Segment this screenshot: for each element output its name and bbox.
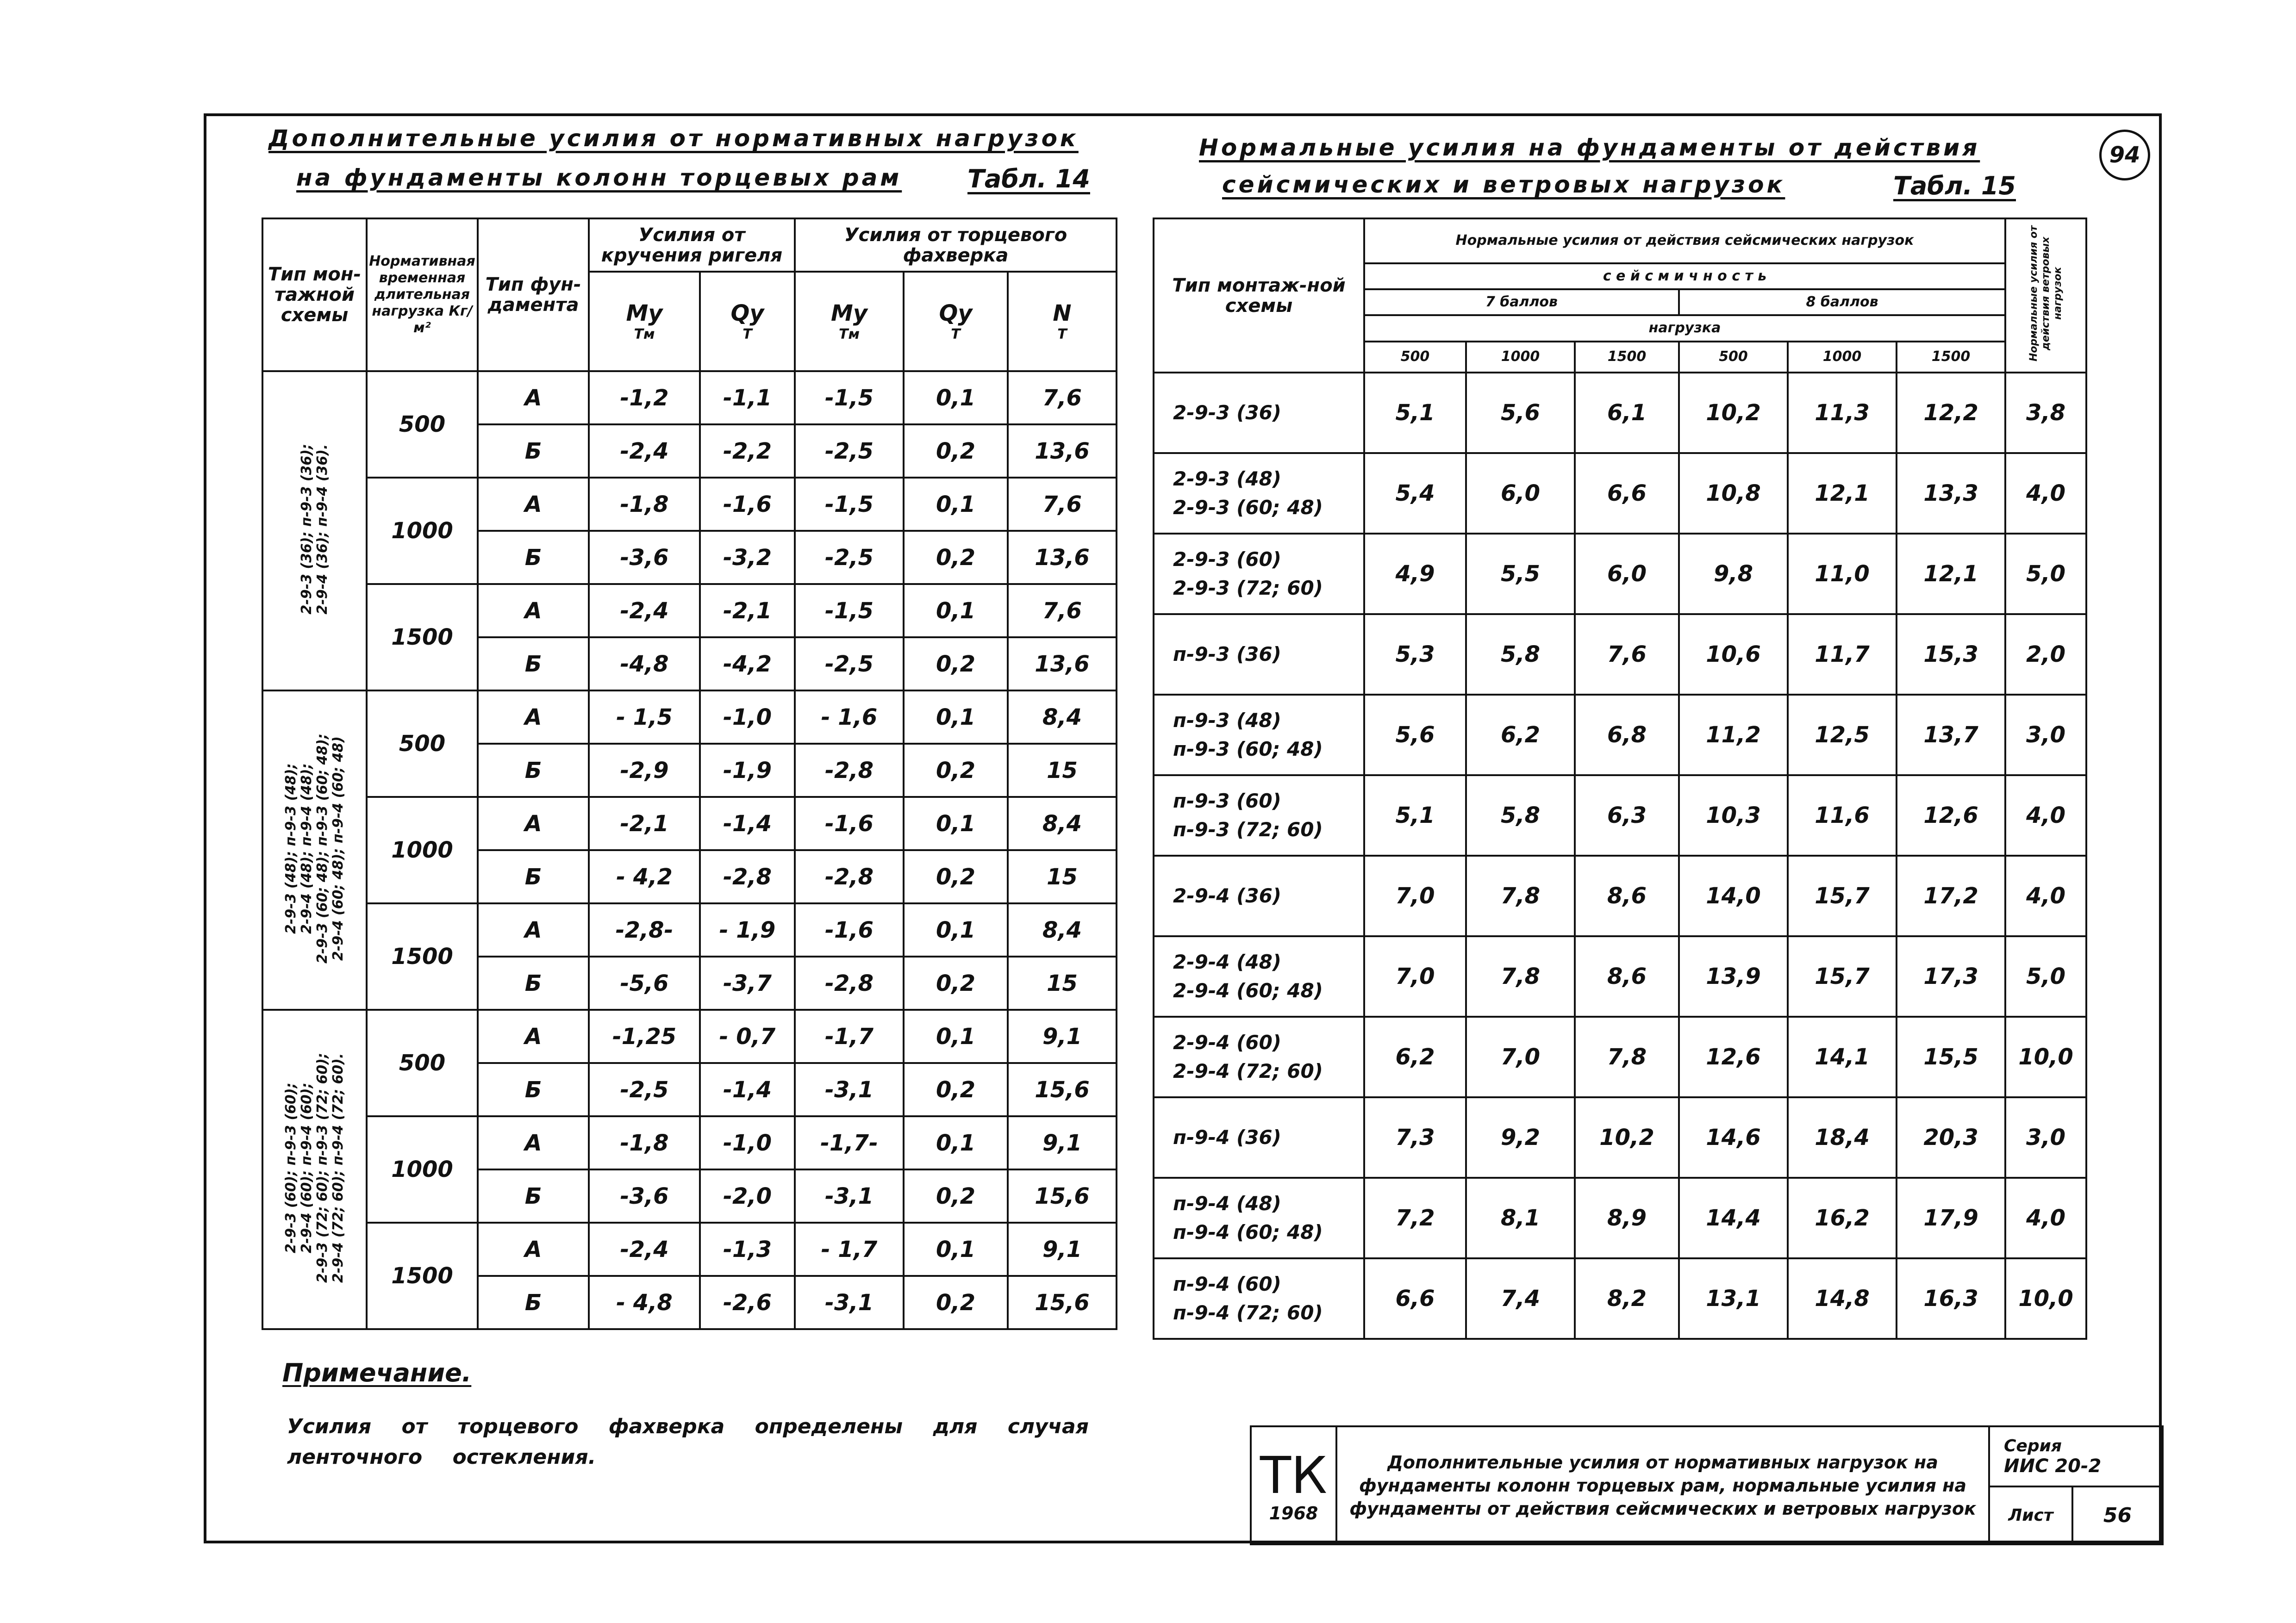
- t14-found-type: Б: [478, 1276, 589, 1329]
- t15-value: 4,9: [1364, 534, 1466, 614]
- t15-value: 6,0: [1466, 453, 1575, 534]
- t14-value: 0,2: [904, 637, 1008, 690]
- t14-value: -4,2: [700, 637, 795, 690]
- t14-value: -1,5: [795, 584, 904, 637]
- t14-value: 15: [1008, 850, 1117, 903]
- stamp-sheet-label: Лист: [1989, 1486, 2072, 1544]
- table14-title-line2: на фундаменты колонн торцевых рам: [296, 164, 902, 191]
- t14-found-type: Б: [478, 957, 589, 1010]
- t14-value: 8,4: [1008, 903, 1117, 957]
- t14-value: -2,6: [700, 1276, 795, 1329]
- t15-value: 7,2: [1364, 1178, 1466, 1258]
- t15-value: 10,0: [2005, 1017, 2086, 1097]
- t14-value: 0,1: [904, 371, 1008, 424]
- t14-value: -2,8: [795, 850, 904, 903]
- t15-value: 15,7: [1788, 936, 1897, 1017]
- t14-found-type: А: [478, 584, 589, 637]
- t14-value: -1,2: [589, 371, 700, 424]
- t15-value: 7,8: [1466, 856, 1575, 936]
- t15-head-wind: Нормальные усилия от действия ветровых нагрузок: [2028, 225, 2064, 361]
- t14-head-my: [589, 272, 700, 371]
- t14-value: - 1,5: [589, 690, 700, 744]
- t15-value: 10,6: [1679, 614, 1788, 695]
- t14-value: -2,0: [700, 1169, 795, 1223]
- t15-value: 12,6: [1897, 775, 2005, 856]
- t14-qy-unit: Т: [742, 326, 752, 342]
- stamp-tk: ТК: [1260, 1445, 1328, 1505]
- t14-value: - 4,2: [589, 850, 700, 903]
- t15-value: 7,3: [1364, 1097, 1466, 1178]
- t14-value: -2,8: [700, 850, 795, 903]
- t14-value: 0,2: [904, 957, 1008, 1010]
- t14-value: 0,2: [904, 424, 1008, 478]
- t14-value: 8,4: [1008, 690, 1117, 744]
- t15-col-load: 1500: [1897, 342, 2005, 373]
- t15-value: 14,8: [1788, 1258, 1897, 1339]
- t14-found-type: Б: [478, 744, 589, 797]
- note-text: Усилия от торцевого фахверка определены для случая ленточного остекления.: [287, 1415, 1089, 1469]
- t15-value: 10,0: [2005, 1258, 2086, 1339]
- t15-value: 5,1: [1364, 775, 1466, 856]
- stamp-year: 1968: [1269, 1503, 1318, 1524]
- t14-found-type: Б: [478, 424, 589, 478]
- t15-value: 15,3: [1897, 614, 2005, 695]
- t15-value: 7,0: [1364, 856, 1466, 936]
- stamp-tk-cell: [1251, 1426, 1336, 1544]
- t14-value: -1,6: [795, 903, 904, 957]
- t15-value: 7,8: [1466, 936, 1575, 1017]
- t14-found-type: Б: [478, 637, 589, 690]
- t14-value: -1,0: [700, 690, 795, 744]
- t15-value: 6,0: [1575, 534, 1679, 614]
- stamp-sheet: 56: [2072, 1486, 2163, 1544]
- t14-value: -1,1: [700, 371, 795, 424]
- t14-value: 9,1: [1008, 1116, 1117, 1169]
- t14-value: 0,1: [904, 903, 1008, 957]
- t15-col-load: 1500: [1575, 342, 1679, 373]
- t14-value: 0,1: [904, 690, 1008, 744]
- t15-value: 12,6: [1679, 1017, 1788, 1097]
- t15-row: [1154, 1017, 2086, 1097]
- t14-row: [262, 371, 1117, 424]
- t14-value: 9,1: [1008, 1010, 1117, 1063]
- t15-value: 11,3: [1788, 373, 1897, 453]
- t15-value: 2,0: [2005, 614, 2086, 695]
- t15-value: 11,7: [1788, 614, 1897, 695]
- t15-value: 14,4: [1679, 1178, 1788, 1258]
- t14-value: 13,6: [1008, 637, 1117, 690]
- t14-value: 13,6: [1008, 531, 1117, 584]
- t14-value: 0,2: [904, 744, 1008, 797]
- table14: [262, 218, 1117, 1330]
- t15-scheme: 2-9-3 (48) 2-9-3 (60; 48): [1154, 453, 1364, 534]
- t14-load: 500: [367, 1010, 478, 1116]
- t14-load: 1000: [367, 797, 478, 903]
- t14-head-crossbar: Усилия от кручения ригеля: [589, 218, 795, 272]
- t14-value: -1,0: [700, 1116, 795, 1169]
- sheet-number: 94: [2099, 130, 2150, 180]
- t14-value: -2,8: [795, 957, 904, 1010]
- t14-value: 15,6: [1008, 1063, 1117, 1116]
- t15-row: [1154, 1258, 2086, 1339]
- t15-value: 4,0: [2005, 1178, 2086, 1258]
- t15-value: 14,1: [1788, 1017, 1897, 1097]
- table14-label: Табл. 14: [967, 164, 1090, 193]
- t15-head-seismic: Нормальные усилия от действия сейсмических нагрузок: [1364, 218, 2005, 263]
- t15-value: 20,3: [1897, 1097, 2005, 1178]
- t14-found-type: А: [478, 1223, 589, 1276]
- t14-load: 1500: [367, 584, 478, 690]
- t14-value: -1,5: [795, 478, 904, 531]
- t15-col-load: 1000: [1466, 342, 1575, 373]
- t14-value: -1,5: [795, 371, 904, 424]
- t15-head-8b: 8 баллов: [1679, 289, 2005, 315]
- t14-value: -2,5: [795, 637, 904, 690]
- table15-label: Табл. 15: [1893, 171, 2016, 200]
- t14-value: -3,6: [589, 1169, 700, 1223]
- t15-scheme: п-9-3 (60) п-9-3 (72; 60): [1154, 775, 1364, 856]
- t15-value: 8,1: [1466, 1178, 1575, 1258]
- t15-value: 6,8: [1575, 695, 1679, 775]
- t14-qy2-unit: Т: [951, 326, 961, 342]
- t15-value: 10,2: [1679, 373, 1788, 453]
- table14-title-line1: Дополнительные усилия от нормативных нагрузок: [268, 125, 1079, 152]
- t14-value: 15,6: [1008, 1169, 1117, 1223]
- t14-row: [262, 797, 1117, 850]
- t15-value: 13,3: [1897, 453, 2005, 534]
- t15-value: 4,0: [2005, 856, 2086, 936]
- t14-value: 7,6: [1008, 371, 1117, 424]
- t14-value: - 1,9: [700, 903, 795, 957]
- t15-row: [1154, 856, 2086, 936]
- t15-scheme: 2-9-4 (60) 2-9-4 (72; 60): [1154, 1017, 1364, 1097]
- t14-value: -1,6: [795, 797, 904, 850]
- t14-scheme-cell: [262, 371, 367, 690]
- t14-head-qy: [700, 272, 795, 371]
- t14-value: 0,1: [904, 1116, 1008, 1169]
- t14-found-type: А: [478, 1010, 589, 1063]
- t14-scheme: 2-9-3 (48); п-9-3 (48); 2-9-4 (48); п-9-4 (48); 2-9-3 (60; 48); п-9-3 (60; 48); 2-9-4 (60; 48); п-9-4 (60; 48): [282, 733, 346, 964]
- t15-scheme: 2-9-4 (48) 2-9-4 (60; 48): [1154, 936, 1364, 1017]
- t15-value: 7,8: [1575, 1017, 1679, 1097]
- t15-value: 17,2: [1897, 856, 2005, 936]
- t14-value: -2,8-: [589, 903, 700, 957]
- t14-found-type: А: [478, 690, 589, 744]
- t15-value: 5,0: [2005, 936, 2086, 1017]
- t14-value: - 0,7: [700, 1010, 795, 1063]
- t14-my2-symbol: My: [830, 300, 868, 326]
- t14-value: -1,6: [700, 478, 795, 531]
- t14-value: -4,8: [589, 637, 700, 690]
- t14-value: 0,2: [904, 1276, 1008, 1329]
- t15-value: 11,2: [1679, 695, 1788, 775]
- t14-found-type: Б: [478, 1063, 589, 1116]
- t14-value: -2,5: [795, 531, 904, 584]
- t14-value: 9,1: [1008, 1223, 1117, 1276]
- t15-value: 12,1: [1788, 453, 1897, 534]
- table15-title-line1: Нормальные усилия на фундаменты от действия: [1199, 134, 1980, 161]
- t14-row: [262, 1010, 1117, 1063]
- t14-value: 13,6: [1008, 424, 1117, 478]
- t14-value: -2,4: [589, 424, 700, 478]
- t15-value: 6,1: [1575, 373, 1679, 453]
- t15-scheme: 2-9-3 (36): [1154, 373, 1364, 453]
- t14-value: -1,7: [795, 1010, 904, 1063]
- t14-my-unit: Тм: [634, 326, 655, 342]
- t14-load: 1500: [367, 903, 478, 1010]
- t14-my-symbol: My: [626, 300, 663, 326]
- t15-row: [1154, 373, 2086, 453]
- t15-head-seismicity: с е й с м и ч н о с т ь: [1364, 263, 2005, 289]
- t14-n-symbol: N: [1053, 300, 1072, 326]
- t15-head-wind-cell: [2005, 218, 2086, 373]
- t14-value: -1,8: [589, 1116, 700, 1169]
- t14-scheme: 2-9-3 (60); п-9-3 (60); 2-9-4 (60); п-9-4 (60); 2-9-3 (72; 60); п-9-3 (72; 60); 2-9-4 (72; 60); п-9-4 (72; 60).: [282, 1052, 346, 1283]
- t15-value: 10,8: [1679, 453, 1788, 534]
- t14-scheme-cell: [262, 1010, 367, 1329]
- t14-scheme: 2-9-3 (36); п-9-3 (36); 2-9-4 (36); п-9-4 (36).: [298, 443, 331, 615]
- t14-value: -3,6: [589, 531, 700, 584]
- t14-value: -2,8: [795, 744, 904, 797]
- t15-row: [1154, 614, 2086, 695]
- t15-value: 8,9: [1575, 1178, 1679, 1258]
- t15-value: 14,0: [1679, 856, 1788, 936]
- t15-row: [1154, 1097, 2086, 1178]
- t15-value: 5,3: [1364, 614, 1466, 695]
- stamp-series-cell: [1989, 1426, 2163, 1486]
- t14-value: -1,3: [700, 1223, 795, 1276]
- t15-value: 17,3: [1897, 936, 2005, 1017]
- t15-value: 11,6: [1788, 775, 1897, 856]
- t15-scheme: 2-9-4 (36): [1154, 856, 1364, 936]
- stamp-desc: Дополнительные усилия от нормативных нагрузок на фундаменты колонн торцевых рам, нормальные усилия на фундаменты от действия сейсмических и ветровых нагрузок: [1336, 1426, 1989, 1544]
- t14-load: 500: [367, 690, 478, 797]
- t15-value: 5,1: [1364, 373, 1466, 453]
- t14-row: [262, 478, 1117, 531]
- t15-value: 10,2: [1575, 1097, 1679, 1178]
- t15-value: 9,8: [1679, 534, 1788, 614]
- t14-head-found: Тип фун-дамента: [478, 218, 589, 371]
- t14-head-qy2: [904, 272, 1008, 371]
- t14-load: 1500: [367, 1223, 478, 1329]
- t15-row: [1154, 534, 2086, 614]
- t15-scheme: п-9-4 (48) п-9-4 (60; 48): [1154, 1178, 1364, 1258]
- t14-qy-symbol: Qy: [730, 300, 764, 326]
- t14-value: -2,2: [700, 424, 795, 478]
- t14-value: -1,25: [589, 1010, 700, 1063]
- t15-col-load: 1000: [1788, 342, 1897, 373]
- t14-row: [262, 690, 1117, 744]
- t14-value: 15: [1008, 744, 1117, 797]
- t14-value: -2,4: [589, 584, 700, 637]
- t15-value: 5,6: [1364, 695, 1466, 775]
- t14-value: 0,1: [904, 478, 1008, 531]
- t14-value: -3,1: [795, 1063, 904, 1116]
- t15-value: 8,2: [1575, 1258, 1679, 1339]
- t14-value: 0,1: [904, 1223, 1008, 1276]
- t15-value: 3,8: [2005, 373, 2086, 453]
- t14-value: 7,6: [1008, 584, 1117, 637]
- t15-row: [1154, 453, 2086, 534]
- t14-head-n: [1008, 272, 1117, 371]
- t15-head-7b: 7 баллов: [1364, 289, 1679, 315]
- t15-value: 5,8: [1466, 775, 1575, 856]
- t14-value: 15,6: [1008, 1276, 1117, 1329]
- t15-value: 13,1: [1679, 1258, 1788, 1339]
- t14-value: - 1,7: [795, 1223, 904, 1276]
- t15-value: 18,4: [1788, 1097, 1897, 1178]
- t15-value: 4,0: [2005, 453, 2086, 534]
- t15-scheme: 2-9-3 (60) 2-9-3 (72; 60): [1154, 534, 1364, 614]
- t14-value: -1,7-: [795, 1116, 904, 1169]
- t14-value: 7,6: [1008, 478, 1117, 531]
- t14-value: -2,5: [589, 1063, 700, 1116]
- t15-value: 14,6: [1679, 1097, 1788, 1178]
- t14-value: 0,2: [904, 1169, 1008, 1223]
- t15-value: 9,2: [1466, 1097, 1575, 1178]
- t15-col-load: 500: [1364, 342, 1466, 373]
- t15-value: 5,0: [2005, 534, 2086, 614]
- t14-value: -3,1: [795, 1276, 904, 1329]
- t14-value: -5,6: [589, 957, 700, 1010]
- t15-col-load: 500: [1679, 342, 1788, 373]
- t15-value: 4,0: [2005, 775, 2086, 856]
- stamp-series-label: Серия: [2004, 1436, 2062, 1455]
- t14-value: -3,2: [700, 531, 795, 584]
- t14-found-type: А: [478, 1116, 589, 1169]
- t15-value: 7,4: [1466, 1258, 1575, 1339]
- note-title: Примечание.: [282, 1358, 472, 1387]
- t15-value: 6,2: [1466, 695, 1575, 775]
- t15-value: 5,4: [1364, 453, 1466, 534]
- t14-found-type: А: [478, 797, 589, 850]
- t15-value: 16,3: [1897, 1258, 2005, 1339]
- t14-scheme-cell: [262, 690, 367, 1010]
- t15-value: 12,5: [1788, 695, 1897, 775]
- t14-my2-unit: Тм: [839, 326, 860, 342]
- t14-found-type: Б: [478, 850, 589, 903]
- t14-n-unit: Т: [1057, 326, 1067, 342]
- t15-value: 12,1: [1897, 534, 2005, 614]
- t15-value: 15,5: [1897, 1017, 2005, 1097]
- t15-scheme: п-9-4 (60) п-9-4 (72; 60): [1154, 1258, 1364, 1339]
- t15-scheme: п-9-3 (48) п-9-3 (60; 48): [1154, 695, 1364, 775]
- t14-value: 0,1: [904, 1010, 1008, 1063]
- t15-value: 7,0: [1466, 1017, 1575, 1097]
- t14-value: 0,1: [904, 584, 1008, 637]
- t14-value: -1,4: [700, 1063, 795, 1116]
- t15-scheme: п-9-4 (36): [1154, 1097, 1364, 1178]
- t15-value: 3,0: [2005, 695, 2086, 775]
- table15-title-line2: сейсмических и ветровых нагрузок: [1222, 171, 1785, 198]
- t15-head-load: нагрузка: [1364, 315, 2005, 341]
- t14-value: 0,2: [904, 531, 1008, 584]
- t14-found-type: Б: [478, 1169, 589, 1223]
- t14-value: - 1,6: [795, 690, 904, 744]
- stamp-series: ИИС 20-2: [2004, 1455, 2102, 1477]
- t15-value: 6,3: [1575, 775, 1679, 856]
- t14-value: 8,4: [1008, 797, 1117, 850]
- t15-value: 3,0: [2005, 1097, 2086, 1178]
- t14-load: 500: [367, 371, 478, 478]
- t14-value: -3,1: [795, 1169, 904, 1223]
- t15-value: 7,6: [1575, 614, 1679, 695]
- t15-value: 12,2: [1897, 373, 2005, 453]
- t15-value: 15,7: [1788, 856, 1897, 936]
- t15-value: 8,6: [1575, 936, 1679, 1017]
- t14-row: [262, 584, 1117, 637]
- t15-value: 5,8: [1466, 614, 1575, 695]
- t14-row: [262, 1223, 1117, 1276]
- t14-value: -1,8: [589, 478, 700, 531]
- t14-found-type: Б: [478, 531, 589, 584]
- t14-value: 0,2: [904, 850, 1008, 903]
- title-block: [1250, 1425, 2164, 1545]
- t15-value: 7,0: [1364, 936, 1466, 1017]
- t14-qy2-symbol: Qy: [939, 300, 973, 326]
- t14-load: 1000: [367, 478, 478, 584]
- t14-value: 0,2: [904, 1063, 1008, 1116]
- t15-head-scheme: Тип монтаж-ной схемы: [1154, 218, 1364, 373]
- t15-scheme: п-9-3 (36): [1154, 614, 1364, 695]
- t15-value: 17,9: [1897, 1178, 2005, 1258]
- t15-value: 6,2: [1364, 1017, 1466, 1097]
- t14-value: - 4,8: [589, 1276, 700, 1329]
- t14-value: -2,5: [795, 424, 904, 478]
- t14-head-facade: Усилия от торцевого фахверка: [795, 218, 1117, 272]
- t15-value: 5,5: [1466, 534, 1575, 614]
- t15-value: 13,7: [1897, 695, 2005, 775]
- t14-row: [262, 1116, 1117, 1169]
- t15-row: [1154, 695, 2086, 775]
- t14-row: [262, 903, 1117, 957]
- t15-value: 10,3: [1679, 775, 1788, 856]
- t14-head-my2: [795, 272, 904, 371]
- t15-row: [1154, 936, 2086, 1017]
- t14-found-type: А: [478, 371, 589, 424]
- t14-value: 0,1: [904, 797, 1008, 850]
- t14-value: -3,7: [700, 957, 795, 1010]
- t15-value: 11,0: [1788, 534, 1897, 614]
- t14-head-load: Нормативная временная длительная нагрузка Кг/м²: [367, 218, 478, 371]
- t14-value: -2,4: [589, 1223, 700, 1276]
- t14-value: -1,4: [700, 797, 795, 850]
- t14-found-type: А: [478, 478, 589, 531]
- t14-value: -2,1: [700, 584, 795, 637]
- t14-found-type: А: [478, 903, 589, 957]
- t15-value: 16,2: [1788, 1178, 1897, 1258]
- t14-value: -1,9: [700, 744, 795, 797]
- t15-row: [1154, 1178, 2086, 1258]
- t14-load: 1000: [367, 1116, 478, 1223]
- t15-row: [1154, 775, 2086, 856]
- t14-value: 15: [1008, 957, 1117, 1010]
- t15-value: 8,6: [1575, 856, 1679, 936]
- t15-value: 6,6: [1364, 1258, 1466, 1339]
- t14-value: -2,9: [589, 744, 700, 797]
- t14-head-scheme: Тип мон-тажной схемы: [262, 218, 367, 371]
- t15-value: 13,9: [1679, 936, 1788, 1017]
- table15: [1153, 218, 2087, 1340]
- t15-value: 5,6: [1466, 373, 1575, 453]
- t15-value: 6,6: [1575, 453, 1679, 534]
- t14-value: -2,1: [589, 797, 700, 850]
